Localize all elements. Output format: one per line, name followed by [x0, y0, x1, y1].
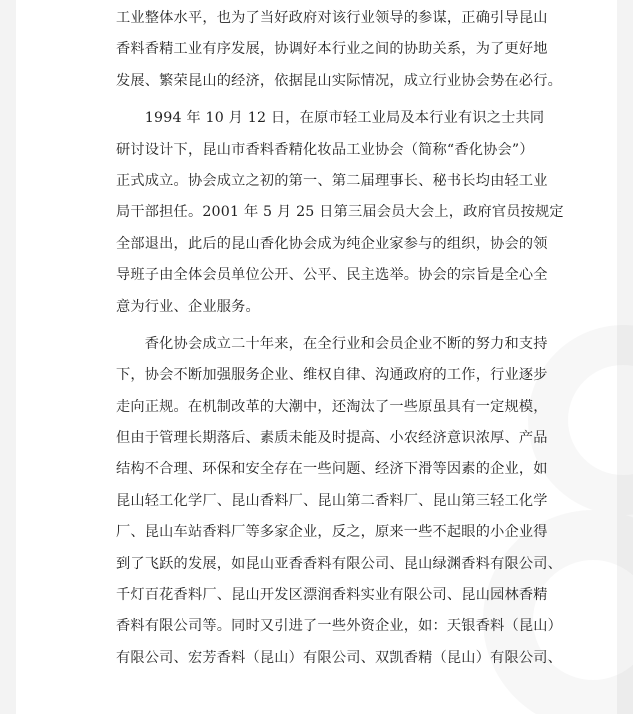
paragraph — [116, 103, 564, 323]
text-line: 工业整体水平，也为了当好政府对该行业领导的参谋，正确引导昆山 — [116, 10, 548, 26]
text-line: 千灯百花香料厂、昆山开发区漂润香料实业有限公司、昆山园林香精 — [116, 587, 548, 604]
text-line: 意为行业、企业服务。 — [116, 298, 260, 315]
paragraph — [116, 3, 563, 97]
page-margin-left — [0, 0, 16, 714]
document-body — [116, 3, 564, 674]
text-line: 香化协会成立二十年来，在全行业和会员企业不断的努力和支持 — [116, 335, 548, 352]
text-line: 研讨设计下，昆山市香料香精化妆品工业协会（简称“香化协会”） — [116, 141, 534, 158]
text-line: 全部退出，此后的昆山香化协会成为纯企业家参与的组织，协会的领 — [116, 235, 548, 252]
text-line: 香料香精工业有序发展，协调好本行业之间的协助关系，为了更好地 — [116, 41, 548, 58]
text-line: 结构不合理、环保和安全存在一些问题、经济下滑等因素的企业，如 — [116, 461, 548, 478]
text-line: 香料有限公司等。同时又引进了一些外资企业，如：天银香料（昆山） — [116, 618, 563, 635]
text-line: 走向正规。在机制改革的大潮中，还淘汰了一些原虽具有一定规模， — [116, 398, 548, 415]
text-line: 昆山轻工化学厂、昆山香料厂、昆山第二香料厂、昆山第三轻工化学 — [116, 492, 548, 509]
text-line: 发展、繁荣昆山的经济，依据昆山实际情况，成立行业协会势在必行。 — [116, 72, 563, 89]
text-line: 局干部担任。2001 年 5 月 25 日第三届会员大会上，政府官员按规定 — [116, 204, 564, 221]
text-line: 但由于管理长期落后、素质未能及时提高、小农经济意识浓厚、产品 — [116, 430, 548, 447]
text-line: 1994 年 10 月 12 日，在原市轻工业局及本行业有识之士共同 — [116, 110, 545, 127]
text-line: 到了飞跃的发展，如昆山亚香香料有限公司、昆山绿渊香料有限公司、 — [116, 555, 563, 572]
text-line: 下，协会不断加强服务企业、维权自律、沟通政府的工作，行业逐步 — [116, 367, 548, 384]
paragraph — [116, 329, 563, 674]
text-line: 厂、昆山车站香料厂等多家企业，反之，原来一些不起眼的小企业得 — [116, 524, 548, 541]
text-line: 正式成立。协会成立之初的第一、第二届理事长、秘书长均由轻工业 — [116, 172, 548, 189]
text-line: 有限公司、宏芳香料（昆山）有限公司、双凯香精（昆山）有限公司、 — [116, 649, 563, 666]
text-line: 导班子由全体会员单位公开、公平、民主选举。协会的宗旨是全心全 — [116, 267, 548, 284]
